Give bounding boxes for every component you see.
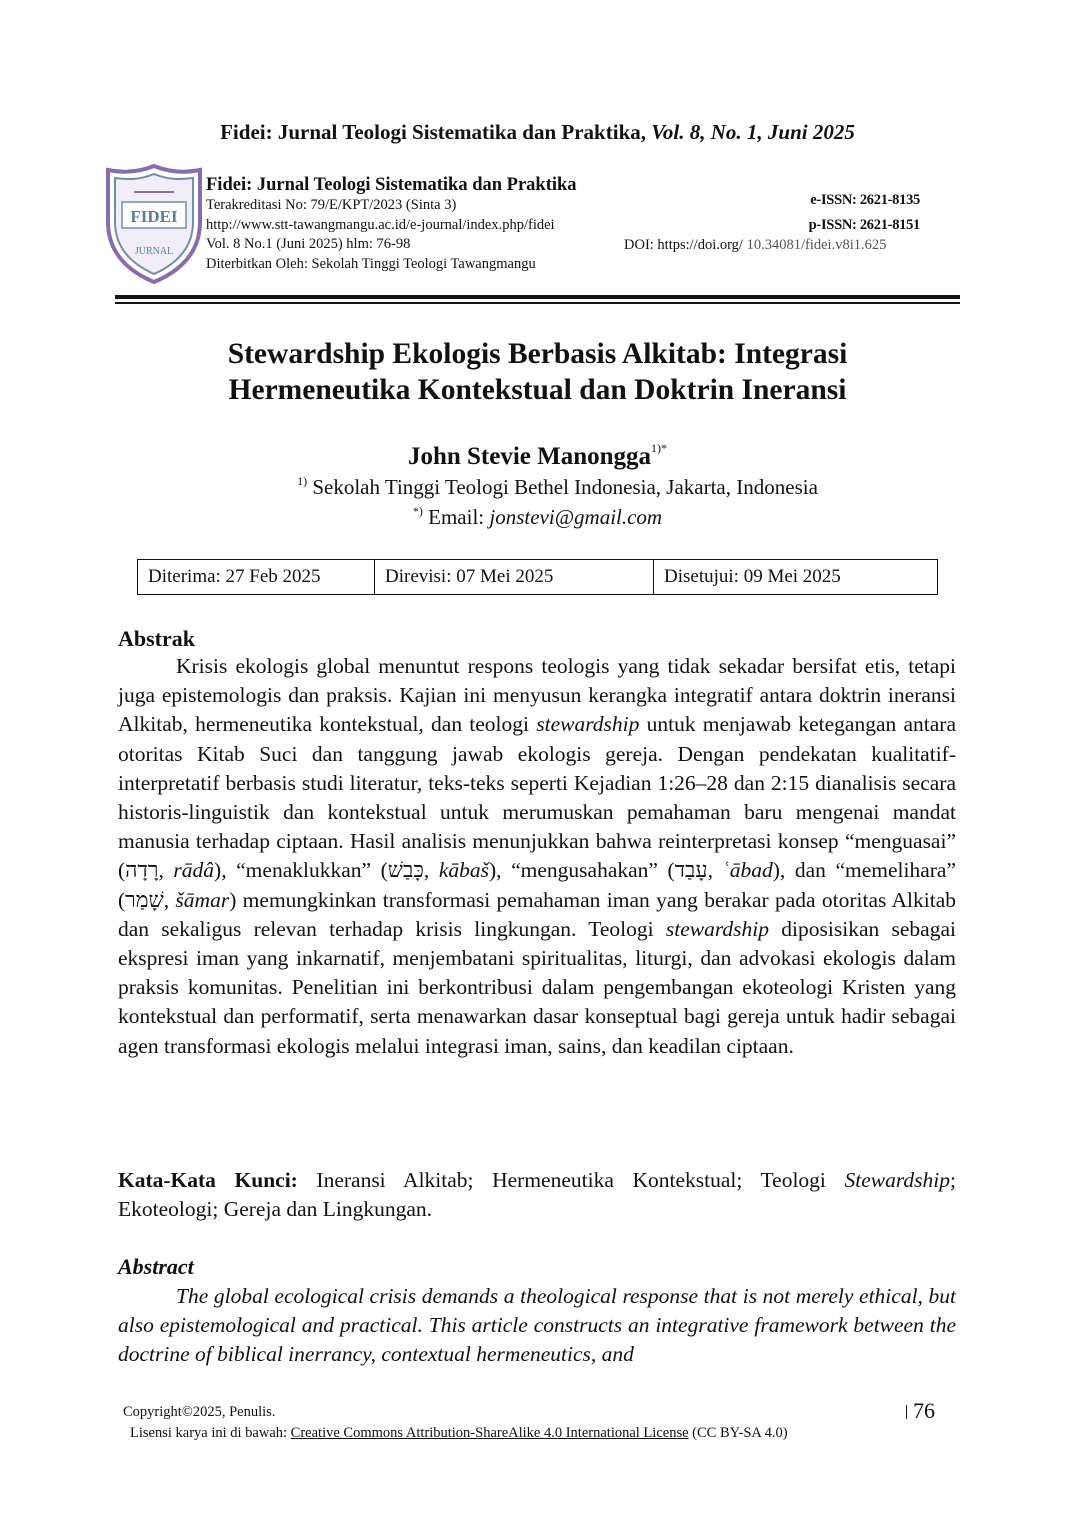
affiliation-text: Sekolah Tinggi Teologi Bethel Indonesia, Jakarta, Indonesia [307, 475, 818, 499]
journal-volume: Vol. 8 No.1 (Juni 2025) hlm: 76-98 [206, 236, 411, 252]
abstract-body: The global ecological crisis demands a theological response that is not merely ethical, but also epistemological and practical. This article constructs an integrative framework between the doctrine of biblical inerrancy, contextual hermeneutics, and [118, 1284, 956, 1367]
hebrew-word: שָׁמַר [125, 887, 164, 912]
header-rule-thin [115, 302, 960, 304]
journal-logo [104, 162, 204, 286]
hebrew-word: רָדָה [125, 858, 159, 883]
dates-table [137, 559, 938, 595]
logo-text: FIDEI [130, 207, 178, 226]
license-link[interactable]: Creative Commons Attribution-ShareAlike 4.0 International License [290, 1425, 689, 1441]
abstrak-body: Krisis ekologis global menuntut respons teologis yang tidak sekadar bersifat etis, tetapi juga epistemologis dan praksis. Kajian ini menyusun kerangka integratif antara doktrin ineransi Alkitab, hermeneutika kontekstual, dan teologi stewardship untuk menjawab ketegangan antara otoritas Kitab Suci dan tanggung jawab ekologis gereja. Dengan pendekatan kualitatif-interpretatif berbasis studi literatur, teks-teks seperti Kejadian 1:26–28 dan 2:15 dianalisis secara historis-linguistik dan kontekstual untuk merumuskan pemahaman baru mengenai mandat manusia terhadap ciptaan. Hasil analisis menunjukkan bahwa reinterpretasi konsep “menguasai” (רָדָה, rādâ), “menaklukkan” (כָּבַשׁ, kābaš), “mengusahakan” (עָבַד, ʿābad), dan “memelihara” (שָׁמַר, šāmar) memungkinkan transformasi pemahaman iman yang berakar pada otoritas Alkitab dan sekaligus relevan terhadap krisis lingkungan. Teologi stewardship diposisikan sebagai ekspresi iman yang inkarnatif, menjembatani spiritualitas, liturgi, dan advokasi ekologis dalam praksis komunitas. Penelitian ini berkontribusi dalam pengembangan ekoteologi Kristen yang kontekstual dan performatif, serta menawarkan dasar konseptual bagi gereja untuk hadir sebagai agen transformasi ekologis melalui integrasi iman, sains, dan keadilan ciptaan. [118, 654, 957, 1058]
abstract-heading: Abstract [118, 1254, 194, 1279]
email-label: Email: [422, 505, 490, 529]
journal-pissn: p-ISSN: 2621-8151 [808, 217, 920, 233]
keywords-label: Kata-Kata Kunci: [118, 1168, 298, 1192]
article-title-line1: Stewardship Ekologis Berbasis Alkitab: Integrasi [227, 338, 848, 370]
journal-publisher: Diterbitkan Oleh: Sekolah Tinggi Teologi Tawangmangu [206, 255, 536, 272]
journal-accreditation: Terakreditasi No: 79/E/KPT/2023 (Sinta 3) [206, 197, 457, 213]
author-name: John Stevie Manongga [407, 443, 652, 470]
copyright: Copyright©2025, Penulis. [123, 1404, 276, 1420]
journal-eissn: e-ISSN: 2621-8135 [810, 192, 920, 208]
date-revised: Direvisi: 07 Mei 2025 [375, 560, 654, 594]
running-header [0, 120, 1075, 145]
shield-icon [104, 162, 204, 286]
author-email [0, 504, 1075, 530]
page-number: 76 [906, 1398, 935, 1424]
journal-info [206, 174, 946, 274]
page-number-divider [906, 1405, 907, 1419]
date-received: Diterima: 27 Feb 2025 [138, 560, 375, 594]
affiliation [0, 474, 1075, 500]
author-sup: 1)* [651, 441, 668, 455]
date-accepted: Disetujui: 09 Mei 2025 [664, 566, 841, 587]
license: Lisensi karya ini di bawah: Creative Commons Attribution-ShareAlike 4.0 International License (CC BY-SA 4.0) [130, 1425, 788, 1441]
doi-label: DOI: https://doi.org/ [624, 237, 743, 253]
affiliation-sup: 1) [297, 474, 308, 488]
article-title [100, 336, 975, 408]
hebrew-word: עָבַד [674, 858, 708, 883]
logo-subtext: JURNAL [134, 246, 174, 257]
journal-doi [624, 237, 886, 254]
keywords: Kata-Kata Kunci: Ineransi Alkitab; Hermeneutika Kontekstual; Teologi Stewardship; Ekoteologi; Gereja dan Lingkungan. [118, 1168, 956, 1222]
header-rule-thick [115, 295, 960, 299]
running-journal-title: Fidei: Jurnal Teologi Sistematika dan Praktika, [220, 120, 646, 144]
running-issue: Vol. 8, No. 1, Juni 2025 [651, 120, 855, 144]
author [0, 441, 1075, 471]
journal-title: Fidei: Jurnal Teologi Sistematika dan Praktika [206, 175, 577, 195]
hebrew-word: כָּבַשׁ [387, 858, 424, 883]
article-title-line2: Hermeneutika Kontekstual dan Doktrin Ineransi [228, 374, 847, 406]
email-sup: *) [412, 504, 423, 518]
email-address[interactable]: jonstevi@gmail.com [489, 505, 663, 529]
abstrak-heading: Abstrak [118, 626, 196, 651]
journal-url[interactable]: http://www.stt-tawangmangu.ac.id/e-journal/index.php/fidei [206, 216, 555, 233]
doi-link[interactable]: 10.34081/fidei.v8i1.625 [746, 237, 887, 253]
